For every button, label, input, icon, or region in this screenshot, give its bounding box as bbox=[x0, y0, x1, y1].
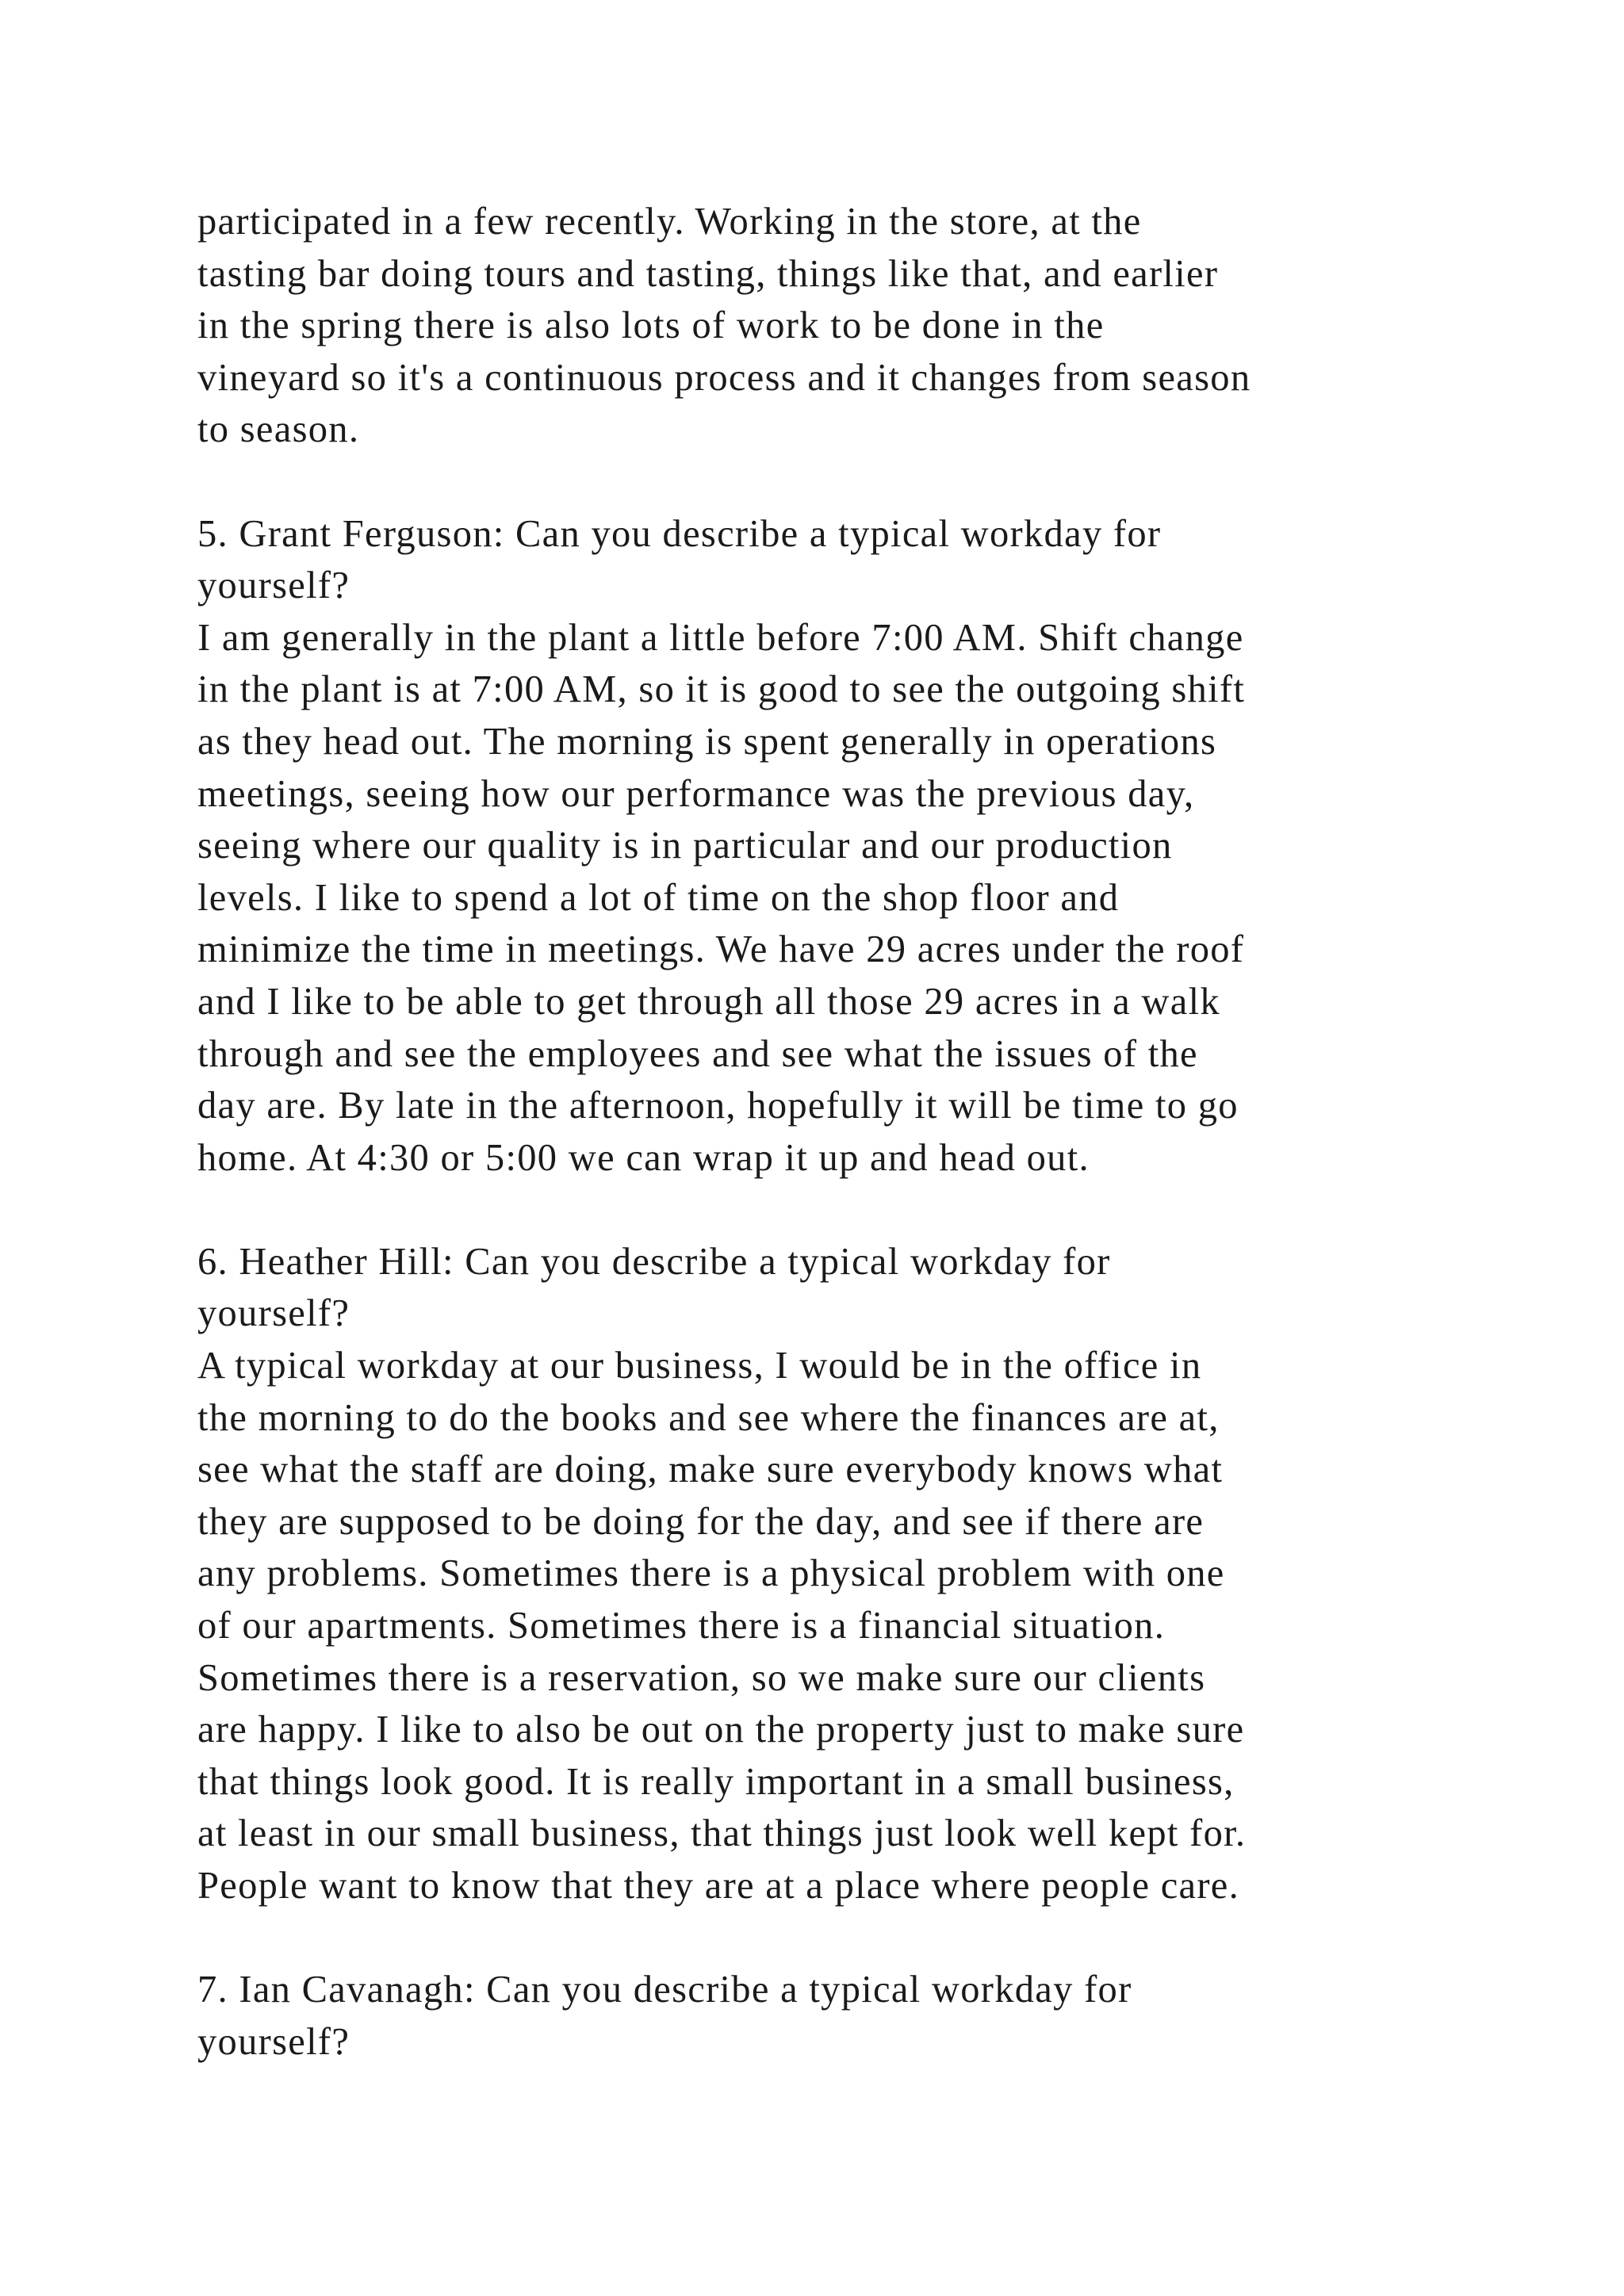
continuation-paragraph bbox=[197, 196, 1482, 456]
answer-line: see what the staff are doing, make sure everybody knows what bbox=[197, 1448, 1224, 1491]
question-5-heading bbox=[197, 508, 1482, 612]
answer-line: minimize the time in meetings. We have 29 acres under the roof bbox=[197, 928, 1245, 971]
answer-line: of our apartments. Sometimes there is a financial situation. bbox=[197, 1605, 1166, 1647]
answer-line: any problems. Sometimes there is a physical problem with one bbox=[197, 1552, 1225, 1595]
answer-line: in the plant is at 7:00 AM, so it is good to see the outgoing shift bbox=[197, 668, 1246, 711]
question-line: 6. Heather Hill: Can you describe a typical workday for bbox=[197, 1240, 1111, 1283]
text-line: vineyard so it's a continuous process and it changes from season bbox=[197, 356, 1251, 399]
answer-line: A typical workday at our business, I would be in the office in bbox=[197, 1345, 1202, 1387]
answer-line: meetings, seeing how our performance was the previous day, bbox=[197, 772, 1195, 815]
answer-line: home. At 4:30 or 5:00 we can wrap it up and head out. bbox=[197, 1136, 1090, 1179]
question-5-section bbox=[197, 508, 1482, 1184]
text-line: in the spring there is also lots of work to be done in the bbox=[197, 304, 1105, 347]
answer-line: and I like to be able to get through all those 29 acres in a walk bbox=[197, 980, 1220, 1023]
text-line: tasting bar doing tours and tasting, things like that, and earlier bbox=[197, 252, 1219, 295]
question-7-heading bbox=[197, 1964, 1482, 2068]
answer-line: through and see the employees and see what the issues of the bbox=[197, 1032, 1198, 1075]
question-line: yourself? bbox=[197, 564, 350, 607]
answer-line: day are. By late in the afternoon, hopefully it will be time to go bbox=[197, 1085, 1239, 1127]
answer-line: are happy. I like to also be out on the property just to make sure bbox=[197, 1709, 1245, 1751]
answer-line: I am generally in the plant a little before 7:00 AM. Shift change bbox=[197, 616, 1244, 659]
question-line: 5. Grant Ferguson: Can you describe a typical workday for bbox=[197, 512, 1162, 555]
paragraph-gap bbox=[197, 456, 1482, 508]
text-line: participated in a few recently. Working in the store, at the bbox=[197, 201, 1142, 243]
question-line: 7. Ian Cavanagh: Can you describe a typical workday for bbox=[197, 1969, 1132, 2011]
text-line: to season. bbox=[197, 408, 360, 451]
answer-line: levels. I like to spend a lot of time on the shop floor and bbox=[197, 876, 1120, 919]
answer-line: Sometimes there is a reservation, so we make sure our clients bbox=[197, 1656, 1206, 1699]
question-7-section bbox=[197, 1964, 1482, 2068]
question-line: yourself? bbox=[197, 2020, 350, 2063]
paragraph-gap bbox=[197, 1912, 1482, 1965]
question-6-answer bbox=[197, 1340, 1482, 1912]
document-body bbox=[197, 196, 1482, 2068]
answer-line: as they head out. The morning is spent generally in operations bbox=[197, 720, 1217, 763]
question-5-answer bbox=[197, 612, 1482, 1184]
answer-line: the morning to do the books and see where the finances are at, bbox=[197, 1396, 1220, 1439]
answer-line: People want to know that they are at a place where people care. bbox=[197, 1865, 1240, 1907]
question-6-section bbox=[197, 1236, 1482, 1912]
question-line: yourself? bbox=[197, 1292, 350, 1335]
question-6-heading bbox=[197, 1236, 1482, 1340]
paragraph-gap bbox=[197, 1184, 1482, 1236]
answer-line: they are supposed to be doing for the day, and see if there are bbox=[197, 1500, 1205, 1543]
answer-line: that things look good. It is really important in a small business, bbox=[197, 1760, 1235, 1803]
answer-line: at least in our small business, that things just look well kept for. bbox=[197, 1812, 1247, 1855]
answer-line: seeing where our quality is in particular and our production bbox=[197, 825, 1173, 867]
